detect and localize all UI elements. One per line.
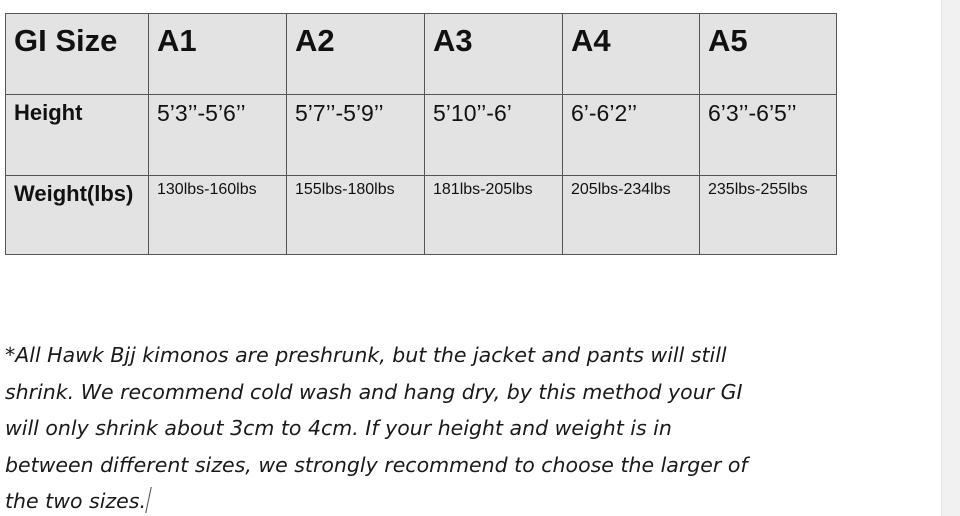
height-a4: 6’-6’2’’ (571, 100, 638, 126)
table-cell (425, 176, 563, 255)
row-label-weight: Weight(lbs) (14, 181, 134, 206)
table-cell (287, 176, 425, 255)
header-cell (6, 14, 149, 95)
header-cell (425, 14, 563, 95)
header-size-a5: A5 (708, 23, 748, 58)
header-size-a4: A4 (571, 23, 611, 58)
table-row-weight (6, 176, 837, 255)
height-a5: 6’3’’-6’5’’ (708, 100, 797, 126)
row-label-cell (6, 176, 149, 255)
row-label-height: Height (14, 100, 83, 125)
header-cell (287, 14, 425, 95)
table-cell (149, 95, 287, 176)
header-cell (700, 14, 837, 95)
height-a3: 5’10’’-6’ (433, 100, 512, 126)
header-cell (149, 14, 287, 95)
header-size-a1: A1 (157, 23, 197, 58)
table-cell (287, 95, 425, 176)
table-header-row (6, 14, 837, 95)
weight-a2: 155lbs-180lbs (295, 181, 395, 198)
weight-a3: 181lbs-205lbs (433, 181, 533, 198)
note-line: will only shrink about 3cm to 4cm. If your height and weight is in (5, 416, 672, 440)
row-label-cell (6, 95, 149, 176)
table-row-height (6, 95, 837, 176)
table-cell (563, 95, 700, 176)
weight-a4: 205lbs-234lbs (571, 181, 671, 198)
note-line: *All Hawk Bjj kimonos are preshrunk, but the jacket and pants will still (5, 343, 727, 367)
table-cell (425, 95, 563, 176)
height-a1: 5’3’’-5’6’’ (157, 100, 246, 126)
height-a2: 5’7’’-5’9’’ (295, 100, 384, 126)
header-cell (563, 14, 700, 95)
text-cursor (145, 487, 152, 513)
header-size-a2: A2 (295, 23, 335, 58)
weight-a5: 235lbs-255lbs (708, 181, 808, 198)
table-cell (563, 176, 700, 255)
weight-a1: 130lbs-160lbs (157, 181, 257, 198)
note-line: the two sizes. (5, 489, 146, 513)
table-cell (149, 176, 287, 255)
size-chart-table (5, 13, 837, 255)
header-size-a3: A3 (433, 23, 473, 58)
table-cell (700, 95, 837, 176)
care-note-paragraph[interactable] (5, 337, 835, 516)
note-line: shrink. We recommend cold wash and hang dry, by this method your GI (5, 379, 743, 404)
table-cell (700, 176, 837, 255)
note-line: between different sizes, we strongly recommend to choose the larger of (5, 452, 748, 477)
header-gi-size: GI Size (14, 23, 118, 58)
scrollbar-track[interactable] (941, 0, 960, 516)
